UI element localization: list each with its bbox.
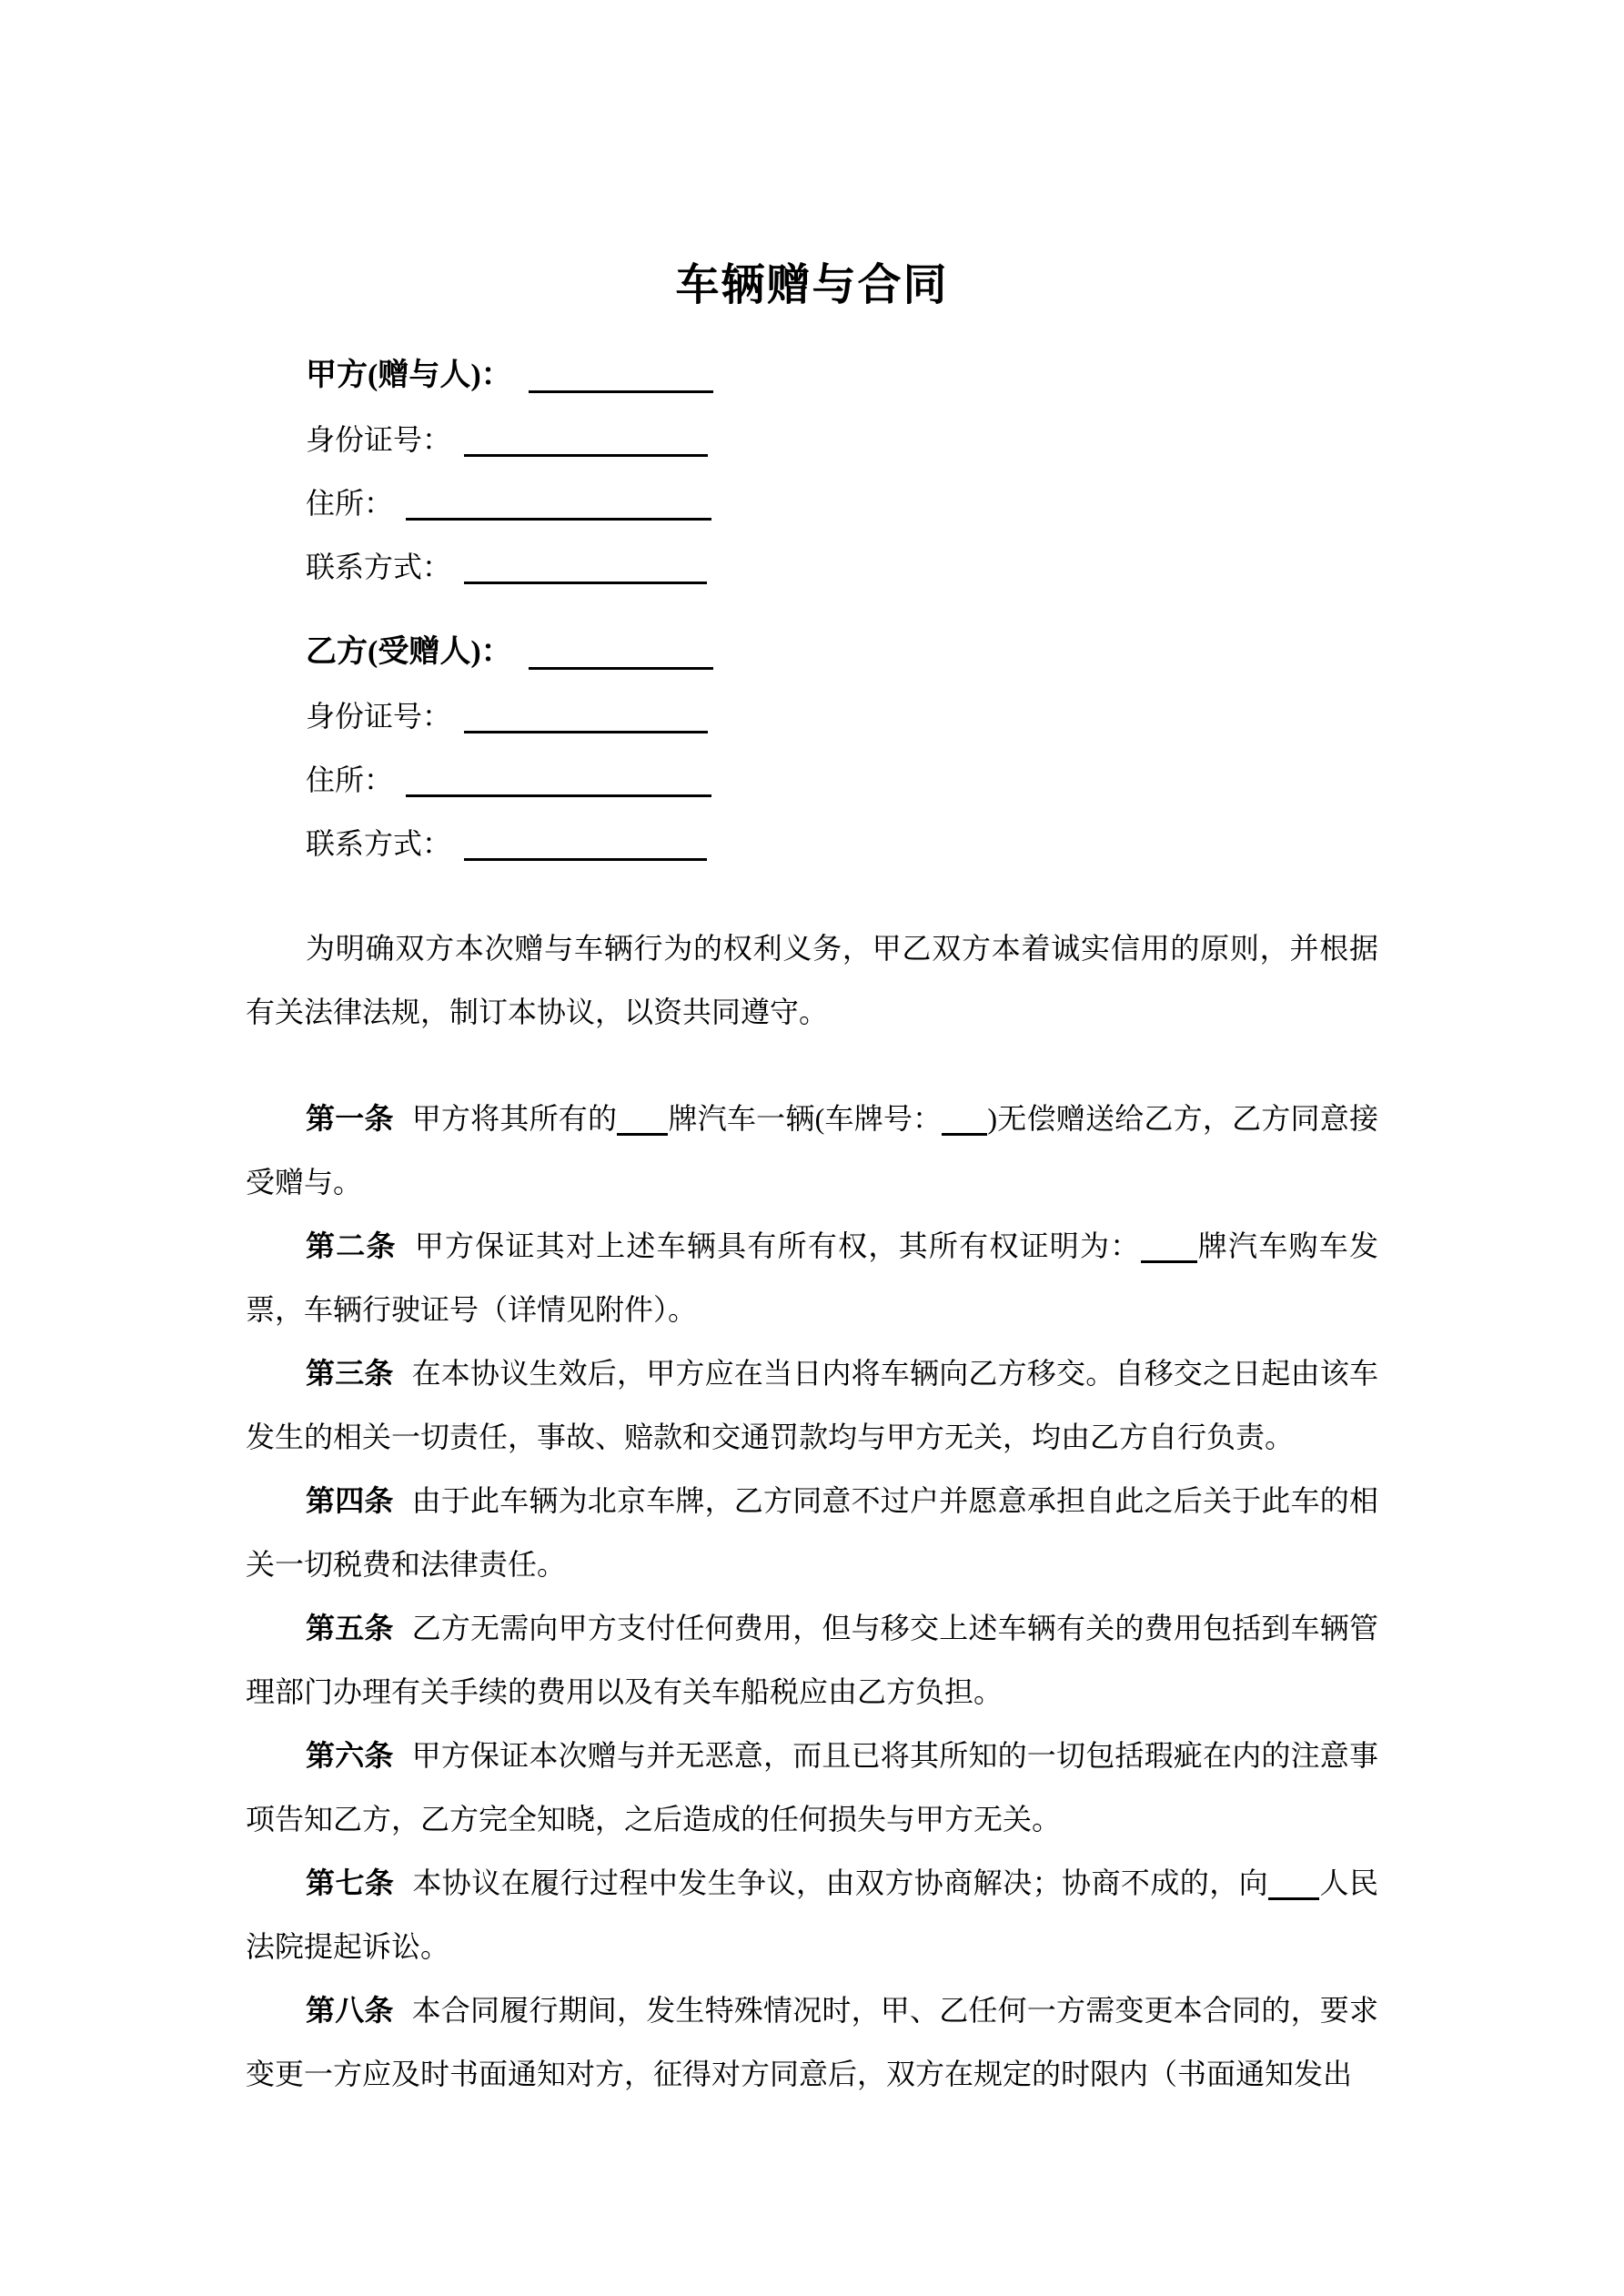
article-1	[246, 1087, 1378, 1214]
party-b-contact-label: 联系方式：	[306, 827, 452, 860]
party-a-name-label: 甲方(赠与人)：	[306, 359, 512, 392]
party-a-address-row	[306, 471, 1378, 535]
article-1-text-2: 牌汽车一辆(车牌号：	[668, 1102, 943, 1135]
party-b-name-blank	[529, 636, 713, 670]
preamble-paragraph: 为明确双方本次赠与车辆行为的权利义务，甲乙双方本着诚实信用的原则，并根据有关法律法规，制订本协议，以资共同遵守。	[246, 932, 1378, 1028]
article-6-number: 第六条	[306, 1739, 394, 1772]
article-2	[246, 1214, 1378, 1341]
article-5-text: 乙方无需向甲方支付任何费用，但与移交上述车辆有关的费用包括到车辆管理部门办理有关手续的费用以及有关车船税应由乙方负担。	[246, 1612, 1378, 1708]
article-4-number: 第四条	[306, 1484, 394, 1517]
party-a-section	[246, 343, 1378, 599]
party-b-id-blank	[464, 700, 708, 733]
article-1-number: 第一条	[306, 1102, 394, 1135]
party-a-address-blank	[406, 487, 711, 521]
article-1-plate-blank	[942, 1102, 987, 1136]
article-1-text-3: )无偿赠送给乙方，乙方同意接受赠与。	[246, 1102, 1378, 1199]
party-a-name-row	[306, 343, 1378, 408]
party-b-address-row	[306, 748, 1378, 812]
party-b-name-label: 乙方(受赠人)：	[306, 635, 512, 669]
article-2-text-2: 牌汽车购车发票，车辆行驶证号（详情见附件）。	[246, 1229, 1378, 1326]
article-1-brand-blank	[617, 1102, 668, 1136]
party-a-name-blank	[529, 359, 713, 393]
article-5-number: 第五条	[306, 1612, 394, 1644]
article-7	[246, 1851, 1378, 1978]
article-7-court-blank	[1268, 1866, 1319, 1900]
party-a-id-row	[306, 408, 1378, 471]
article-8-text: 本合同履行期间，发生特殊情况时，甲、乙任何一方需变更本合同的，要求变更一方应及时书面通知对方，征得对方同意后，双方在规定的时限内（书面通知发出	[246, 1994, 1378, 2090]
article-6	[246, 1724, 1378, 1851]
party-a-contact-blank	[464, 551, 707, 584]
party-b-address-label: 住所：	[306, 764, 394, 796]
document-title: 车辆赠与合同	[675, 261, 949, 309]
article-7-text-1: 本协议在履行过程中发生争议，由双方协商解决；协商不成的，向	[412, 1866, 1269, 1899]
party-a-id-label: 身份证号：	[306, 423, 452, 456]
article-2-text-1: 甲方保证其对上述车辆具有所有权，其所有权证明为：	[414, 1229, 1141, 1262]
article-3-text: 在本协议生效后，甲方应在当日内将车辆向乙方移交。自移交之日起由该车发生的相关一切责任，事故、赔款和交通罚款均与甲方无关，均由乙方自行负责。	[246, 1357, 1378, 1453]
party-a-contact-row	[306, 535, 1378, 599]
party-b-name-row	[306, 620, 1378, 684]
party-b-contact-blank	[464, 827, 707, 861]
party-a-contact-label: 联系方式：	[306, 551, 452, 583]
article-6-text: 甲方保证本次赠与并无恶意，而且已将其所知的一切包括瑕疵在内的注意事项告知乙方，乙方完全知晓，之后造成的任何损失与甲方无关。	[246, 1739, 1378, 1836]
party-b-id-row	[306, 684, 1378, 748]
article-1-text-1: 甲方将其所有的	[411, 1102, 618, 1135]
article-7-number: 第七条	[306, 1866, 395, 1899]
article-8-number: 第八条	[306, 1994, 394, 2027]
party-b-contact-row	[306, 812, 1378, 875]
article-8	[246, 1978, 1378, 2106]
article-4	[246, 1469, 1378, 1596]
article-7-text-2: 人民法院提起诉讼。	[246, 1866, 1378, 1963]
article-2-brand-blank	[1141, 1229, 1197, 1263]
article-2-number: 第二条	[306, 1229, 397, 1262]
party-b-address-blank	[406, 764, 711, 797]
article-4-text: 由于此车辆为北京车牌，乙方同意不过户并愿意承担自此之后关于此车的相关一切税费和法律责任。	[246, 1484, 1378, 1581]
party-a-id-blank	[464, 423, 708, 457]
articles-section	[246, 1087, 1378, 2106]
article-3	[246, 1341, 1378, 1469]
party-b-id-label: 身份证号：	[306, 700, 452, 733]
party-b-section	[246, 620, 1378, 875]
party-a-address-label: 住所：	[306, 487, 394, 520]
article-3-number: 第三条	[306, 1357, 394, 1390]
article-5	[246, 1596, 1378, 1724]
